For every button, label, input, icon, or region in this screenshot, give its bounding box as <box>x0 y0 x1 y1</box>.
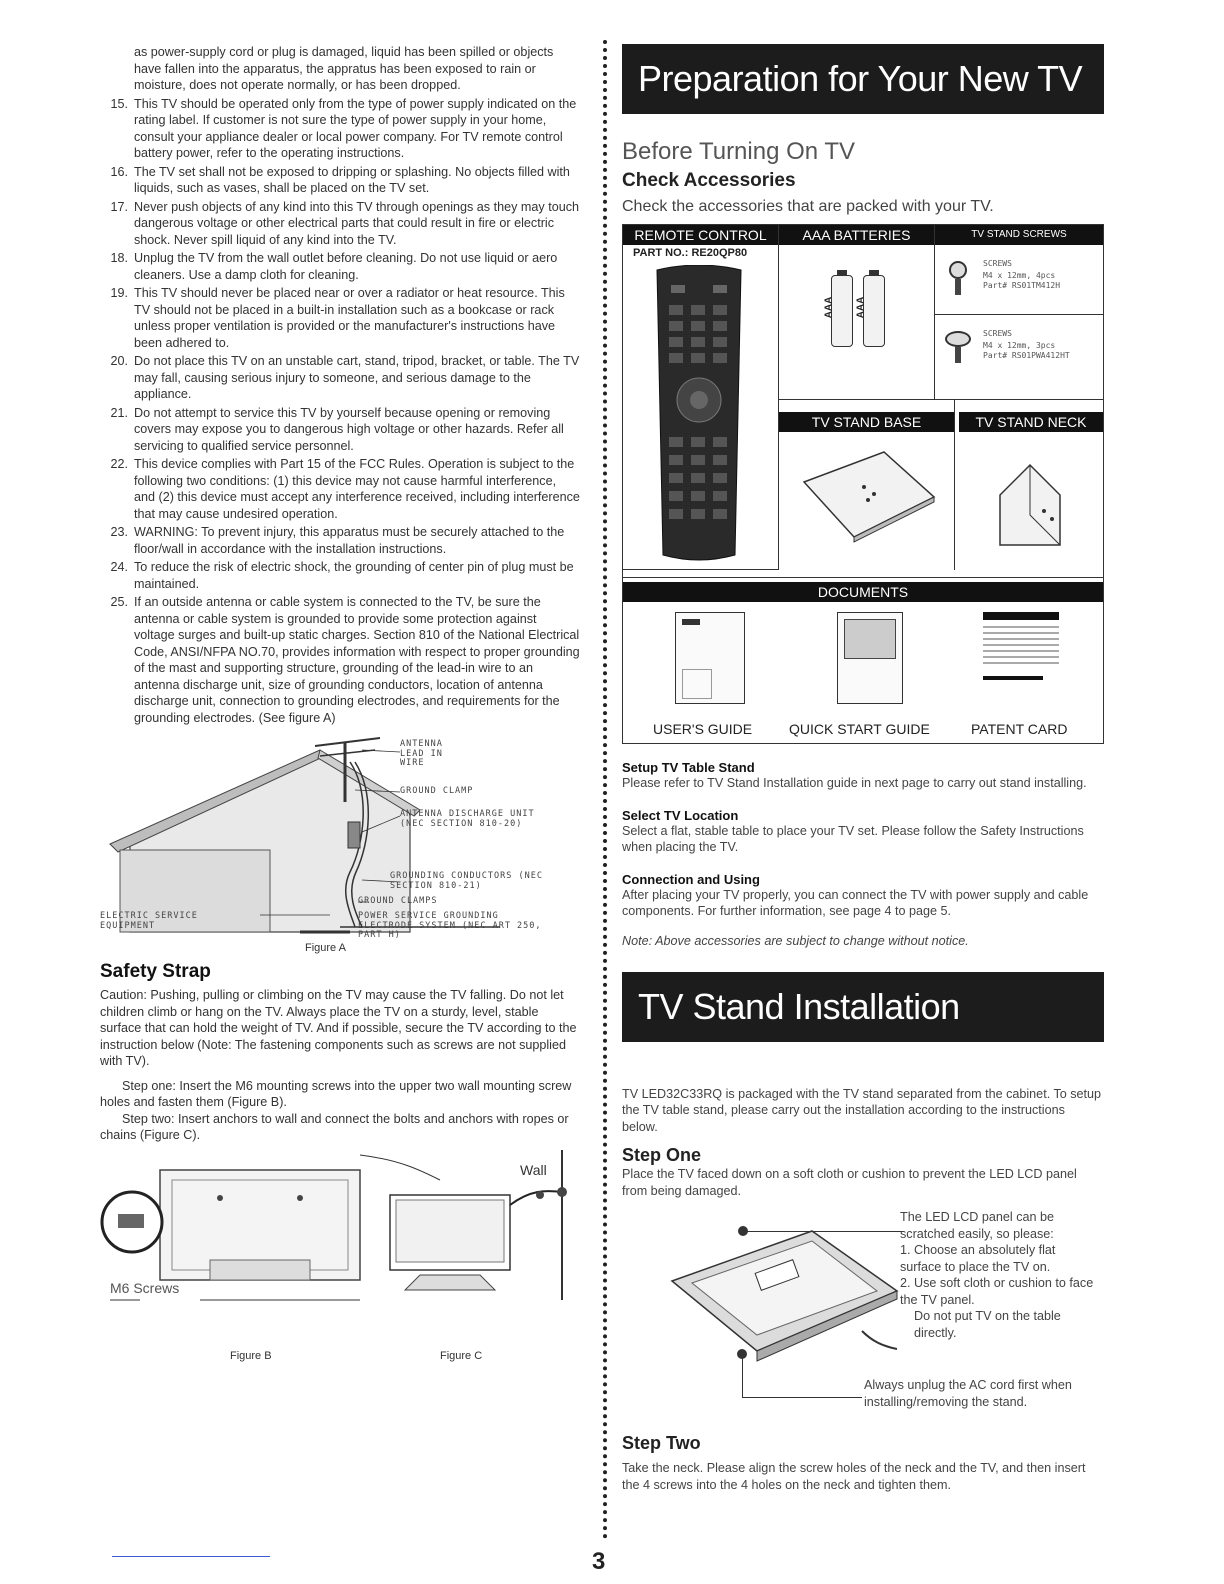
label-grounding-conductors: GROUNDING CONDUCTORS (NEC SECTION 810-21) <box>390 871 543 891</box>
screw2-spec: M4 x 12mm, 3pcs <box>983 341 1056 350</box>
label-electric-service: ELECTRIC SERVICE EQUIPMENT <box>100 911 198 931</box>
stand-base-cell <box>779 400 955 570</box>
figure-a-caption: Figure A <box>305 942 346 954</box>
safety-item-19: 19. This TV should never be placed near or over a radiator or heat resource. This TV should not be placed in a built-in installation such as a bookcase or rack unless proper ventilation is provided or the manufacturer's instructions have been adhered to. <box>110 286 565 350</box>
column-divider <box>603 40 607 1540</box>
figure-b-screws-label: M6 Screws <box>110 1279 180 1296</box>
step-one-text: Place the TV faced down on a soft cloth or cushion to prevent the LED LCD panel from being damaged. <box>622 1167 1077 1198</box>
figure-c-wall-label: Wall <box>520 1161 547 1178</box>
screw2-part: Part# RS01PWA412HT <box>983 351 1070 360</box>
stand-screws-title: TV STAND SCREWS <box>935 225 1103 245</box>
aaa-batteries-title: AAA BATTERIES <box>779 225 934 245</box>
safety-item-20: 20. Do not place this TV on an unstable cart, stand, tripod, bracket, or table. The TV may fall, causing serious injury to someone, and serious damage to the appliance. <box>110 354 580 401</box>
remote-control-title: REMOTE CONTROL <box>623 225 778 245</box>
preparation-banner: Preparation for Your New TV <box>622 44 1104 114</box>
safety-list <box>100 44 580 726</box>
select-location-text: Select a flat, stable table to place your TV set. Please follow the Safety Instructions when placing the TV. <box>622 823 1084 854</box>
tv-face-down-illustration <box>662 1221 902 1371</box>
page-number: 3 <box>592 1548 606 1575</box>
step-one-heading: Step One <box>622 1145 702 1165</box>
installation-intro-text: TV LED32C33RQ is packaged with the TV stand separated from the cabinet. To setup the TV table stand, please carry out the installation according to the instructions below. <box>622 1086 1102 1134</box>
safety-item-21: 21. Do not attempt to service this TV by yourself because opening or removing covers may expose you to dangerous high voltage or other hazards. Refer all servicing to qualified service personnel. <box>110 405 564 453</box>
step-one-figure <box>622 1207 1104 1427</box>
safety-item-22: 22. This device complies with Part 15 of the FCC Rules. Operation is subject to the following two conditions: (1) this device may not cause harmful interference, and (2) this device must accept any interference received, including interference that may cause undesired operation. <box>110 457 580 521</box>
users-guide-icon <box>675 612 745 704</box>
safety-item-16: 16. The TV set shall not be exposed to dripping or splashing. No objects filled with liquids, such as vases, shall be placed on the TV set. <box>110 164 570 195</box>
accessories-box <box>622 224 1104 744</box>
remote-control-icon <box>643 265 755 565</box>
label-power-service: POWER SERVICE GROUNDING ELECTRODE SYSTEM (NEC ART 250, PART H) <box>358 911 542 940</box>
stand-neck-icon <box>990 455 1070 555</box>
label-antenna-lead-in: ANTENNA LEAD IN WIRE <box>400 739 443 768</box>
figure-b-c-illustration <box>100 1150 580 1380</box>
stand-screws-cell <box>935 225 1103 400</box>
safety-item-24: 24. To reduce the risk of electric shock, the grounding of center pin of plug must be maintained. <box>110 560 574 591</box>
select-location-heading: Select TV Location <box>622 807 739 823</box>
label-ground-clamps: GROUND CLAMPS <box>358 896 438 906</box>
patent-card-icon <box>983 612 1059 704</box>
screw-row-1 <box>935 245 1103 315</box>
check-accessories-text: Check the accessories that are packed with your TV. <box>622 198 994 215</box>
screw-row-2 <box>935 315 1103 385</box>
screw1-name: SCREWS <box>983 259 1012 268</box>
remote-control-cell <box>623 225 779 570</box>
quick-start-guide-icon <box>837 612 903 704</box>
stand-neck-cell <box>955 400 1103 570</box>
connection-text: After placing your TV properly, you can connect the TV with power supply and cable components. For further information, see page 4 to page 5. <box>622 887 1089 918</box>
aaa-batteries-cell <box>779 225 935 400</box>
safety-item-18: 18. Unplug the TV from the wall outlet before cleaning. Do not use liquid or aero cleaners. Use a damp cloth for cleaning. <box>110 251 558 282</box>
safety-item-17: 17. Never push objects of any kind into this TV through openings as they may touch dangerous voltage or other electrical parts that could result in fire or electric shock. Never spill liquid of any kind into the TV. <box>110 199 580 247</box>
right-column <box>622 44 1104 1493</box>
patent-card-label: PATENT CARD <box>971 721 1068 737</box>
safety-strap-text: Caution: Pushing, pulling or climbing on the TV may cause the TV falling. Do not let children climb or hang on the TV. Always place the TV on a sturdy, level, stable surface that can hold the weight of TV. And if possible, secure the TV according to the instruction below (Note: The fastening components such as screws are not supplied with TV). <box>100 988 577 1068</box>
setup-stand-heading: Setup TV Table Stand <box>622 760 755 775</box>
callout-scratch-warning: The LED LCD panel can be scratched easily, so please: 1. Choose an absolutely flat surface to place the TV on. 2. Use soft cloth or cushion to face the TV panel. Do not put TV on the table directly. <box>900 1210 1094 1340</box>
safety-item-23: 23. WARNING: To prevent injury, this apparatus must be securely attached to the floor/wall in accordance with the installation instructions. <box>110 525 565 556</box>
remote-part-number: PART NO.: RE20QP80 <box>633 247 748 259</box>
battery-icon-1 <box>823 275 853 347</box>
screw2-name: SCREWS <box>983 329 1012 338</box>
left-column <box>100 44 580 1380</box>
label-discharge-unit: ANTENNA DISCHARGE UNIT (NEC SECTION 810-20) <box>400 809 535 829</box>
figure-c-caption: Figure C <box>440 1349 483 1362</box>
connection-heading: Connection and Using <box>622 871 760 887</box>
safety-step-two: Step two: Insert anchors to wall and connect the bolts and anchors with ropes or chains (Figure C). <box>100 1111 569 1142</box>
figure-a-grounding <box>100 732 580 957</box>
callout-unplug-warning: Always unplug the AC cord first when installing/removing the stand. <box>864 1378 1072 1409</box>
figure-b-caption: Figure B <box>230 1349 272 1362</box>
setup-stand-text: Please refer to TV Stand Installation guide in next page to carry out stand installing. <box>622 776 1087 790</box>
battery-icon-2 <box>855 275 885 347</box>
check-accessories-heading: Check Accessories <box>622 170 796 191</box>
screw-icon-1 <box>949 261 967 279</box>
callout-dot-top <box>738 1226 748 1236</box>
battery-label-2: AAA <box>855 296 867 319</box>
step-two-heading: Step Two <box>622 1433 701 1453</box>
safety-item-25: 25. If an outside antenna or cable system is connected to the TV, be sure the antenna or cable system is grounded to provide some protection against voltage surges and built-up static charges. Section 810 of the National Electrical Code, ANSI/NFPA NO.70, provides information with respect to proper grounding of the mast and supporting structure, grounding of the lead-in wire to an antenna discharge unit, size of grounding conductors, location of antenna discharge unit, connection to grounding electrodes, and requirements for the grounding electrodes. (See figure A) <box>110 595 580 725</box>
stand-installation-banner: TV Stand Installation <box>622 972 1104 1042</box>
step-two-text: Take the neck. Please align the screw holes of the neck and the TV, and then insert the 4 screws into the 4 holes on the neck and tighten them. <box>622 1461 1086 1492</box>
safety-item-15: 15. This TV should be operated only from the type of power supply indicated on the rating label. If customer is not sure the type of power supply in your home, consult your appliance dealer or local power company. For TV remote control battery power, refer to the operating instructions. <box>110 96 577 160</box>
footer-rule <box>112 1556 270 1557</box>
quick-start-guide-label: QUICK START GUIDE <box>789 721 930 737</box>
callout-line-top <box>744 1231 904 1232</box>
documents-title: DOCUMENTS <box>623 582 1103 602</box>
safety-strap-title: Safety Strap <box>100 961 211 982</box>
screw1-spec: M4 x 12mm, 4pcs <box>983 271 1056 280</box>
stand-base-title: TV STAND BASE <box>779 412 954 432</box>
callout-line-bottom-h <box>742 1397 862 1398</box>
screw1-part: Part# RS01TM412H <box>983 281 1061 290</box>
accessories-note: Note: Above accessories are subject to change without notice. <box>622 933 969 948</box>
battery-label-1: AAA <box>823 296 835 319</box>
stand-base-icon <box>794 442 944 552</box>
label-ground-clamp: GROUND CLAMP <box>400 786 474 796</box>
before-turning-on-heading: Before Turning On TV <box>622 138 856 165</box>
documents-cell <box>623 577 1103 743</box>
stand-neck-title: TV STAND NECK <box>959 412 1103 432</box>
safety-list-continuation: as power-supply cord or plug is damaged, liquid has been spilled or objects have fallen into the apparatus, the appratus has been exposed to rain or moisture, does not operate normally, or has been dropped. <box>134 45 554 92</box>
callout-dot-bottom <box>737 1349 747 1359</box>
callout-line-bottom <box>742 1357 743 1397</box>
screw-icon-2 <box>945 331 971 347</box>
figures-b-c <box>100 1150 580 1380</box>
safety-step-one: Step one: Insert the M6 mounting screws into the upper two wall mounting screw holes and fasten them (Figure B). <box>100 1078 572 1109</box>
users-guide-label: USER'S GUIDE <box>653 721 753 737</box>
